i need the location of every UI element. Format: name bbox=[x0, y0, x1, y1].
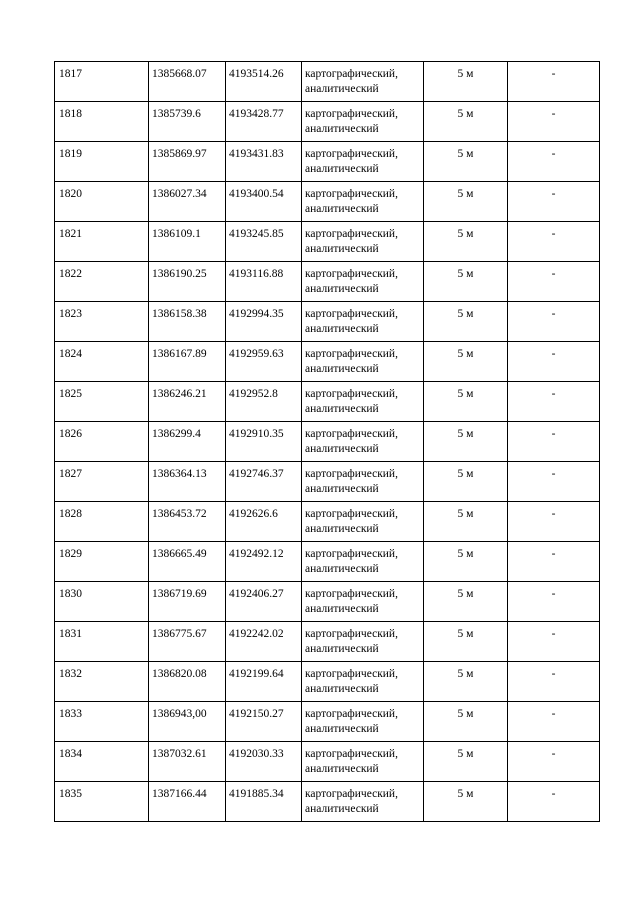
method-line-1: картографический, bbox=[305, 188, 398, 200]
point-number-cell: 1822 bbox=[55, 262, 149, 302]
point-number-cell: 1820 bbox=[55, 182, 149, 222]
table-row bbox=[55, 582, 600, 622]
point-number-cell: 1821 bbox=[55, 222, 149, 262]
note-cell: - bbox=[508, 262, 600, 302]
point-number-cell: 1818 bbox=[55, 102, 149, 142]
method-cell bbox=[302, 302, 424, 342]
x-coordinate-cell: 1386109.1 bbox=[149, 222, 226, 262]
x-coordinate-cell: 1386364.13 bbox=[149, 462, 226, 502]
method-cell bbox=[302, 422, 424, 462]
table-row bbox=[55, 622, 600, 662]
method-cell bbox=[302, 582, 424, 622]
table-row bbox=[55, 782, 600, 822]
note-cell: - bbox=[508, 382, 600, 422]
x-coordinate-cell: 1386820.08 bbox=[149, 662, 226, 702]
table-row bbox=[55, 662, 600, 702]
accuracy-cell: 5 м bbox=[424, 62, 508, 102]
method-line-2: аналитический bbox=[305, 123, 379, 135]
accuracy-cell: 5 м bbox=[424, 342, 508, 382]
point-number-cell: 1832 bbox=[55, 662, 149, 702]
method-cell bbox=[302, 182, 424, 222]
x-coordinate-cell: 1387032.61 bbox=[149, 742, 226, 782]
y-coordinate-cell: 4192626.6 bbox=[226, 502, 302, 542]
y-coordinate-cell: 4192910.35 bbox=[226, 422, 302, 462]
method-line-1: картографический, bbox=[305, 348, 398, 360]
accuracy-cell: 5 м bbox=[424, 422, 508, 462]
note-cell: - bbox=[508, 222, 600, 262]
y-coordinate-cell: 4192030.33 bbox=[226, 742, 302, 782]
point-number-cell: 1824 bbox=[55, 342, 149, 382]
accuracy-cell: 5 м bbox=[424, 702, 508, 742]
method-line-2: аналитический bbox=[305, 803, 379, 815]
method-cell bbox=[302, 62, 424, 102]
accuracy-cell: 5 м bbox=[424, 542, 508, 582]
x-coordinate-cell: 1386943,00 bbox=[149, 702, 226, 742]
x-coordinate-cell: 1385668.07 bbox=[149, 62, 226, 102]
x-coordinate-cell: 1386775.67 bbox=[149, 622, 226, 662]
method-line-2: аналитический bbox=[305, 563, 379, 575]
x-coordinate-cell: 1386246.21 bbox=[149, 382, 226, 422]
x-coordinate-cell: 1386027.34 bbox=[149, 182, 226, 222]
x-coordinate-cell: 1386453.72 bbox=[149, 502, 226, 542]
y-coordinate-cell: 4192199.64 bbox=[226, 662, 302, 702]
y-coordinate-cell: 4193431.83 bbox=[226, 142, 302, 182]
method-line-1: картографический, bbox=[305, 228, 398, 240]
note-cell: - bbox=[508, 462, 600, 502]
x-coordinate-cell: 1386719.69 bbox=[149, 582, 226, 622]
accuracy-cell: 5 м bbox=[424, 222, 508, 262]
table-row bbox=[55, 702, 600, 742]
accuracy-cell: 5 м bbox=[424, 462, 508, 502]
accuracy-cell: 5 м bbox=[424, 582, 508, 622]
method-line-1: картографический, bbox=[305, 388, 398, 400]
note-cell: - bbox=[508, 182, 600, 222]
x-coordinate-cell: 1387166.44 bbox=[149, 782, 226, 822]
method-line-2: аналитический bbox=[305, 603, 379, 615]
method-line-2: аналитический bbox=[305, 403, 379, 415]
method-line-1: картографический, bbox=[305, 628, 398, 640]
method-cell bbox=[302, 142, 424, 182]
x-coordinate-cell: 1386299.4 bbox=[149, 422, 226, 462]
method-line-1: картографический, bbox=[305, 548, 398, 560]
table-row bbox=[55, 142, 600, 182]
method-line-2: аналитический bbox=[305, 283, 379, 295]
note-cell: - bbox=[508, 622, 600, 662]
y-coordinate-cell: 4192242.02 bbox=[226, 622, 302, 662]
table-row bbox=[55, 382, 600, 422]
x-coordinate-cell: 1385739.6 bbox=[149, 102, 226, 142]
y-coordinate-cell: 4193514.26 bbox=[226, 62, 302, 102]
accuracy-cell: 5 м bbox=[424, 382, 508, 422]
method-cell bbox=[302, 702, 424, 742]
method-cell bbox=[302, 262, 424, 302]
y-coordinate-cell: 4193428.77 bbox=[226, 102, 302, 142]
note-cell: - bbox=[508, 502, 600, 542]
method-cell bbox=[302, 622, 424, 662]
y-coordinate-cell: 4192406.27 bbox=[226, 582, 302, 622]
accuracy-cell: 5 м bbox=[424, 102, 508, 142]
method-line-2: аналитический bbox=[305, 723, 379, 735]
point-number-cell: 1827 bbox=[55, 462, 149, 502]
table-row bbox=[55, 742, 600, 782]
note-cell: - bbox=[508, 782, 600, 822]
method-line-1: картографический, bbox=[305, 588, 398, 600]
method-cell bbox=[302, 542, 424, 582]
method-line-2: аналитический bbox=[305, 163, 379, 175]
method-line-1: картографический, bbox=[305, 308, 398, 320]
method-cell bbox=[302, 462, 424, 502]
table-row bbox=[55, 462, 600, 502]
y-coordinate-cell: 4192150.27 bbox=[226, 702, 302, 742]
note-cell: - bbox=[508, 302, 600, 342]
method-cell bbox=[302, 782, 424, 822]
method-line-2: аналитический bbox=[305, 323, 379, 335]
method-line-2: аналитический bbox=[305, 203, 379, 215]
note-cell: - bbox=[508, 422, 600, 462]
method-line-1: картографический, bbox=[305, 508, 398, 520]
x-coordinate-cell: 1385869.97 bbox=[149, 142, 226, 182]
point-number-cell: 1833 bbox=[55, 702, 149, 742]
method-line-2: аналитический bbox=[305, 83, 379, 95]
method-cell bbox=[302, 662, 424, 702]
point-number-cell: 1826 bbox=[55, 422, 149, 462]
method-line-2: аналитический bbox=[305, 763, 379, 775]
note-cell: - bbox=[508, 742, 600, 782]
point-number-cell: 1835 bbox=[55, 782, 149, 822]
method-line-2: аналитический bbox=[305, 443, 379, 455]
method-line-2: аналитический bbox=[305, 363, 379, 375]
table-row bbox=[55, 102, 600, 142]
method-cell bbox=[302, 742, 424, 782]
accuracy-cell: 5 м bbox=[424, 262, 508, 302]
point-number-cell: 1829 bbox=[55, 542, 149, 582]
y-coordinate-cell: 4192492.12 bbox=[226, 542, 302, 582]
note-cell: - bbox=[508, 142, 600, 182]
note-cell: - bbox=[508, 342, 600, 382]
x-coordinate-cell: 1386158.38 bbox=[149, 302, 226, 342]
table-row bbox=[55, 502, 600, 542]
method-cell bbox=[302, 342, 424, 382]
note-cell: - bbox=[508, 542, 600, 582]
method-line-1: картографический, bbox=[305, 708, 398, 720]
y-coordinate-cell: 4192994.35 bbox=[226, 302, 302, 342]
method-line-2: аналитический bbox=[305, 483, 379, 495]
method-line-1: картографический, bbox=[305, 788, 398, 800]
note-cell: - bbox=[508, 662, 600, 702]
method-line-1: картографический, bbox=[305, 68, 398, 80]
method-line-1: картографический, bbox=[305, 468, 398, 480]
method-line-1: картографический, bbox=[305, 108, 398, 120]
table-row bbox=[55, 62, 600, 102]
y-coordinate-cell: 4193116.88 bbox=[226, 262, 302, 302]
table-body bbox=[55, 62, 600, 822]
method-line-2: аналитический bbox=[305, 643, 379, 655]
method-line-1: картографический, bbox=[305, 748, 398, 760]
x-coordinate-cell: 1386190.25 bbox=[149, 262, 226, 302]
method-line-1: картографический, bbox=[305, 268, 398, 280]
coordinates-table bbox=[54, 61, 600, 822]
table-row bbox=[55, 182, 600, 222]
y-coordinate-cell: 4193245.85 bbox=[226, 222, 302, 262]
point-number-cell: 1828 bbox=[55, 502, 149, 542]
table-row bbox=[55, 222, 600, 262]
accuracy-cell: 5 м bbox=[424, 782, 508, 822]
accuracy-cell: 5 м bbox=[424, 622, 508, 662]
point-number-cell: 1819 bbox=[55, 142, 149, 182]
point-number-cell: 1830 bbox=[55, 582, 149, 622]
method-line-2: аналитический bbox=[305, 683, 379, 695]
note-cell: - bbox=[508, 102, 600, 142]
method-line-1: картографический, bbox=[305, 668, 398, 680]
table-row bbox=[55, 542, 600, 582]
accuracy-cell: 5 м bbox=[424, 142, 508, 182]
table-row bbox=[55, 302, 600, 342]
table-row bbox=[55, 342, 600, 382]
method-line-1: картографический, bbox=[305, 428, 398, 440]
table-row bbox=[55, 422, 600, 462]
method-line-1: картографический, bbox=[305, 148, 398, 160]
note-cell: - bbox=[508, 702, 600, 742]
point-number-cell: 1817 bbox=[55, 62, 149, 102]
x-coordinate-cell: 1386665.49 bbox=[149, 542, 226, 582]
y-coordinate-cell: 4192746.37 bbox=[226, 462, 302, 502]
method-cell bbox=[302, 502, 424, 542]
method-line-2: аналитический bbox=[305, 243, 379, 255]
method-cell bbox=[302, 382, 424, 422]
accuracy-cell: 5 м bbox=[424, 742, 508, 782]
accuracy-cell: 5 м bbox=[424, 302, 508, 342]
point-number-cell: 1831 bbox=[55, 622, 149, 662]
point-number-cell: 1823 bbox=[55, 302, 149, 342]
y-coordinate-cell: 4192952.8 bbox=[226, 382, 302, 422]
accuracy-cell: 5 м bbox=[424, 182, 508, 222]
note-cell: - bbox=[508, 62, 600, 102]
method-line-2: аналитический bbox=[305, 523, 379, 535]
x-coordinate-cell: 1386167.89 bbox=[149, 342, 226, 382]
table-row bbox=[55, 262, 600, 302]
y-coordinate-cell: 4191885.34 bbox=[226, 782, 302, 822]
y-coordinate-cell: 4193400.54 bbox=[226, 182, 302, 222]
point-number-cell: 1825 bbox=[55, 382, 149, 422]
method-cell bbox=[302, 222, 424, 262]
accuracy-cell: 5 м bbox=[424, 502, 508, 542]
method-cell bbox=[302, 102, 424, 142]
y-coordinate-cell: 4192959.63 bbox=[226, 342, 302, 382]
note-cell: - bbox=[508, 582, 600, 622]
accuracy-cell: 5 м bbox=[424, 662, 508, 702]
point-number-cell: 1834 bbox=[55, 742, 149, 782]
